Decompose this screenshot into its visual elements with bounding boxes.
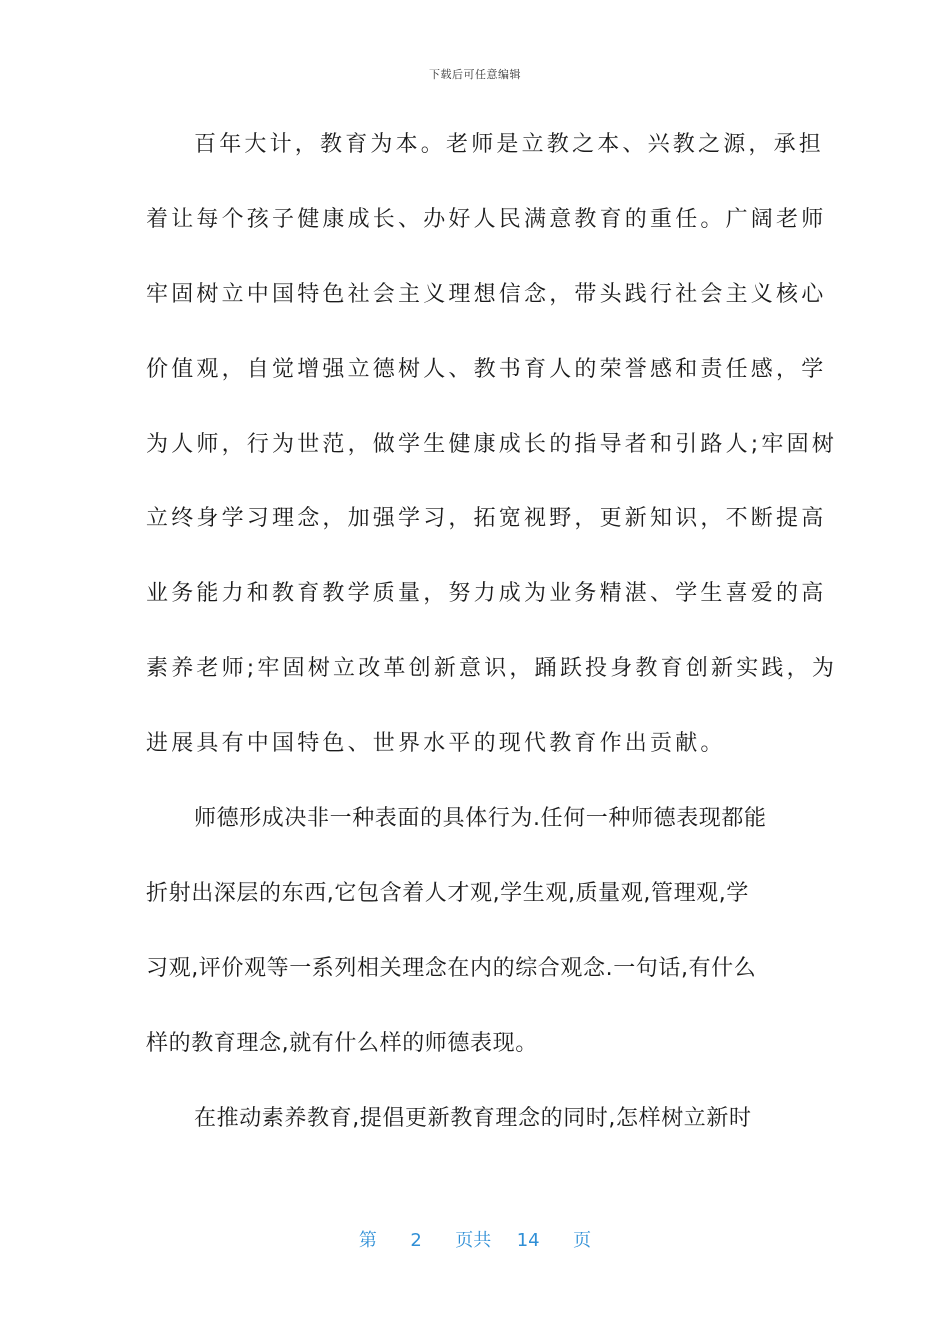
page-header: 下载后可任意编辑	[429, 68, 521, 81]
paragraph-1-line-7: 业务能力和教育教学质量，努力成为业务精湛、学生喜爱的高	[146, 581, 827, 607]
document-body	[146, 122, 838, 1170]
paragraph-3-line-1: 在推动素养教育,提倡更新教育理念的同时,怎样树立新时	[194, 1105, 752, 1131]
footer-total-pages: 14	[516, 1230, 540, 1251]
paragraph-2-line-3: 习观,评价观等一系列相关理念在内的综合观念.一句话,有什么	[146, 955, 757, 981]
page-footer	[0, 1226, 950, 1252]
footer-prefix: 第	[358, 1230, 377, 1251]
paragraph-2-line-4: 样的教育理念,就有什么样的师德表现。	[146, 1030, 538, 1056]
paragraph-1-line-8: 素养老师;牢固树立改革创新意识，踊跃投身教育创新实践，为	[146, 656, 838, 682]
footer-middle: 页共	[455, 1230, 492, 1251]
paragraph-1-line-2: 着让每个孩子健康成长、办好人民满意教育的重任。广阔老师	[146, 206, 827, 232]
paragraph-2-line-2: 折射出深层的东西,它包含着人才观,学生观,质量观,管理观,学	[146, 880, 749, 906]
paragraph-2-line-1: 师德形成决非一种表面的具体行为.任何一种师德表现都能	[194, 806, 767, 832]
paragraph-1-line-9: 进展具有中国特色、世界水平的现代教育作出贡献。	[146, 731, 726, 757]
paragraph-1-line-4: 价值观，自觉增强立德树人、教书育人的荣誉感和责任感，学	[146, 356, 827, 382]
paragraph-1-line-5: 为人师，行为世范，做学生健康成长的指导者和引路人;牢固树	[146, 431, 838, 457]
paragraph-1-line-3: 牢固树立中国特色社会主义理想信念，带头践行社会主义核心	[146, 281, 827, 307]
paragraph-1-line-6: 立终身学习理念，加强学习，拓宽视野，更新知识，不断提高	[146, 506, 827, 532]
paragraph-1-line-1: 百年大计，教育为本。老师是立教之本、兴教之源，承担	[194, 132, 825, 157]
footer-page-number: 2	[410, 1230, 422, 1251]
footer-suffix: 页	[573, 1230, 592, 1251]
